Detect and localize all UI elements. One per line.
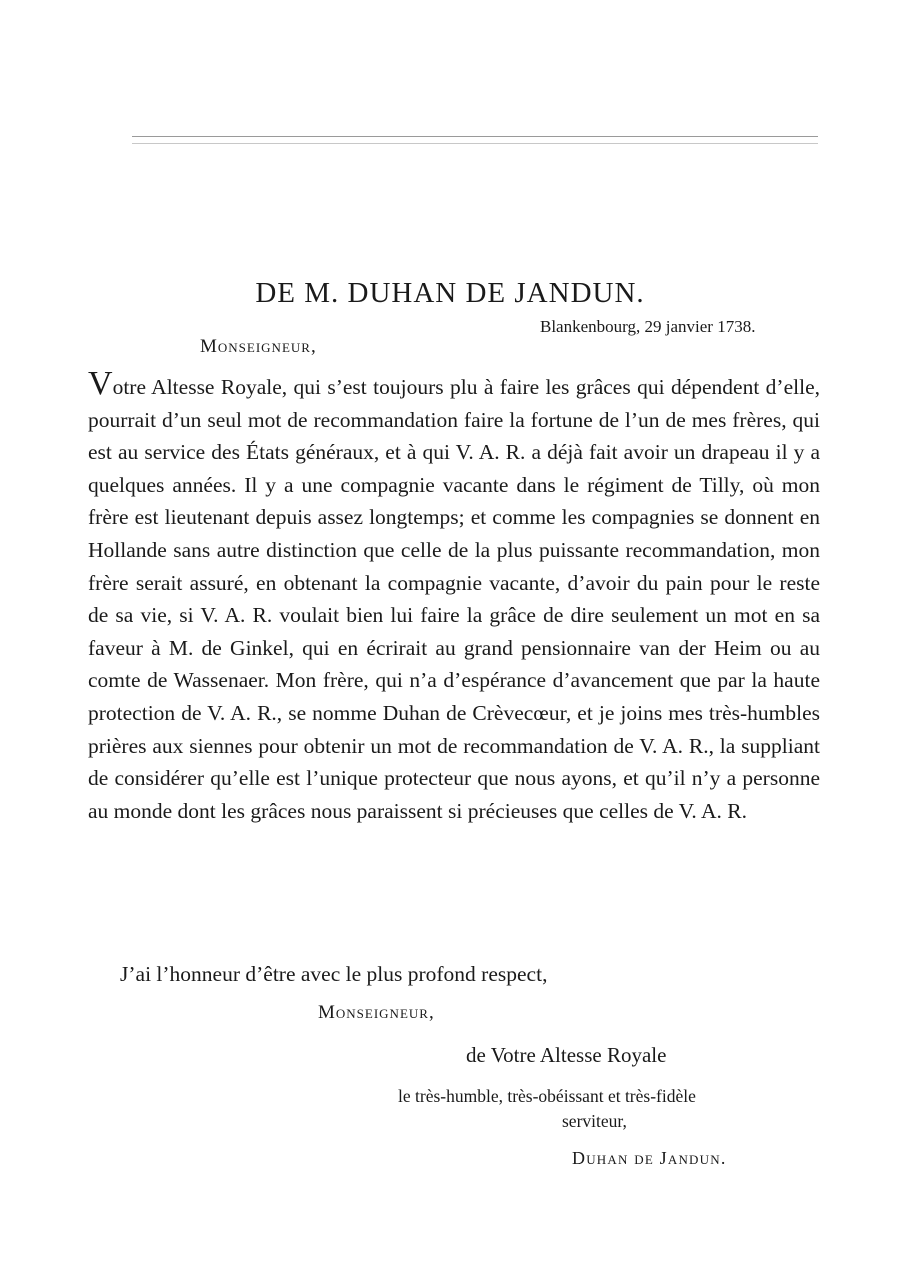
signature-addressee: de Votre Altesse Royale — [466, 1043, 667, 1067]
signature-humble-line: le très-humble, très-obéissant et très-fidèle — [398, 1086, 696, 1106]
letter-title: DE M. DUHAN DE JANDUN. — [255, 277, 645, 310]
salutation: Monseigneur, — [200, 336, 317, 357]
signature-servant: serviteur, — [562, 1111, 627, 1131]
body-paragraph: Votre Altesse Royale, qui s’est toujours plu à faire les grâces qui dépendent d’elle, pourrait d’un seul mot de recommandation faire la fortune de l’un de mes frères, qui est au service des États généraux, et à qui V. A. R. a déjà fait avoir un drapeau il y a quelques années. Il y a une compagnie vacante dans le régiment de Tilly, où mon frère est lieutenant depuis assez longtemps; et comme les compagnies se donnent en Hollande sans autre distinction que celle de la plus puissante recommandation, mon frère serait assuré, en obtenant la compagnie vacante, d’avoir du pain pour le reste de sa vie, si V. A. R. voulait bien lui faire la grâce de dire seulement un mot en sa faveur à M. de Ginkel, qui en écrirait au grand pensionnaire van der Heim ou au comte de Wassenaer. Mon frère, qui n’a d’espérance d’avancement que par la haute protection de V. A. R., se nomme Duhan de Crèvecœur, et je joins mes très-humbles prières aux siennes pour obtenir un mot de recommandation de V. A. R., la suppliant de considérer qu’elle est l’unique protecteur que nous ayons, et qu’il n’y a personne au monde dont les grâces nous paraissent si précieuses que celles de V. A. R. — [88, 365, 820, 823]
signature-name: Duhan de Jandun. — [572, 1148, 727, 1168]
closing-line: J’ai l’honneur d’être avec le plus profond respect, — [120, 962, 548, 986]
dateline: Blankenbourg, 29 janvier 1738. — [540, 317, 756, 336]
letter-body — [88, 365, 820, 827]
signature-salutation: Monseigneur, — [318, 1002, 435, 1023]
decorative-rule — [132, 136, 818, 144]
